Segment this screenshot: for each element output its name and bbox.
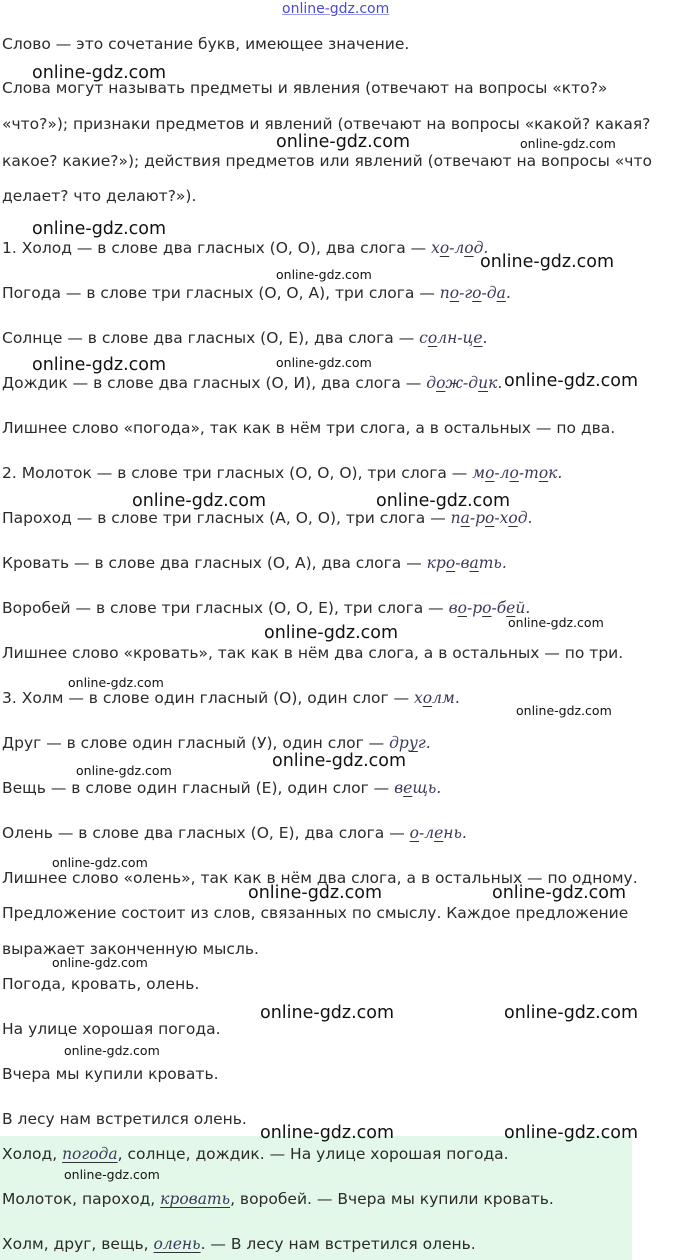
- watermark: online-gdz.com: [276, 132, 411, 152]
- watermark: online-gdz.com: [132, 491, 267, 511]
- answer-line-3: Холм, друг, вещь, олень. — В лесу нам встретился олень.: [2, 1235, 476, 1253]
- watermark: online-gdz.com: [492, 883, 627, 903]
- watermark: online-gdz.com: [376, 491, 511, 511]
- watermark: online-gdz.com: [248, 883, 383, 903]
- word-analysis-holod: 1. Холод — в слове два гласных (О, О), два слога — хо-лод.: [2, 239, 489, 257]
- watermark: online-gdz.com: [52, 855, 148, 870]
- intro-line-2: Слова могут называть предметы и явления (отвечают на вопросы «кто?»: [2, 79, 608, 97]
- watermark: online-gdz.com: [32, 219, 167, 239]
- extra-words-list: Погода, кровать, олень.: [2, 975, 200, 993]
- word-analysis-dozhdik: Дождик — в слове два гласных (О, И), два слога — дож-дик.: [2, 374, 503, 392]
- watermark: online-gdz.com: [76, 763, 172, 778]
- word-analysis-solnce: Солнце — в слове два гласных (О, Е), два слога — солн-це.: [2, 329, 488, 347]
- watermark: online-gdz.com: [260, 1003, 395, 1023]
- watermark: online-gdz.com: [520, 136, 616, 151]
- watermark: online-gdz.com: [264, 623, 399, 643]
- intro-line-5: делает? что делают?»).: [2, 187, 197, 205]
- watermark: online-gdz.com: [64, 1167, 160, 1182]
- site-watermark-top[interactable]: online-gdz.com: [282, 1, 390, 17]
- watermark: online-gdz.com: [504, 1123, 639, 1143]
- word-analysis-vorobey: Воробей — в слове три гласных (О, О, Е), три слога — во-ро-бей.: [2, 599, 531, 617]
- watermark: online-gdz.com: [64, 1043, 160, 1058]
- watermark: online-gdz.com: [276, 355, 372, 370]
- word-analysis-parohod: Пароход — в слове три гласных (А, О, О), три слога — па-ро-ход.: [2, 509, 533, 527]
- extra-word-group-1: Лишнее слово «погода», так как в нём три слога, а в остальных — по два.: [2, 419, 616, 437]
- watermark: online-gdz.com: [52, 955, 148, 970]
- watermark: online-gdz.com: [276, 267, 372, 282]
- sentence-definition-1: Предложение состоит из слов, связанных по смыслу. Каждое предложение: [2, 904, 629, 922]
- word-analysis-olen: Олень — в слове два гласных (О, Е), два слога — о-лень.: [2, 824, 467, 842]
- watermark: online-gdz.com: [68, 675, 164, 690]
- answer-line-2: Молоток, пароход, кровать, воробей. — Вчера мы купили кровать.: [2, 1190, 554, 1208]
- word-analysis-pogoda: Погода — в слове три гласных (О, О, А), три слога — по-го-да.: [2, 284, 511, 302]
- sentence-definition-2: выражает законченную мысль.: [2, 940, 259, 958]
- watermark: online-gdz.com: [260, 1123, 395, 1143]
- watermark: online-gdz.com: [272, 751, 407, 771]
- word-analysis-drug: Друг — в слове один гласный (У), один слог — друг.: [2, 734, 431, 752]
- intro-definition: Слово — это сочетание букв, имеющее значение.: [2, 35, 410, 53]
- word-analysis-krovat: Кровать — в слове два гласных (О, А), два слога — кро-вать.: [2, 554, 507, 572]
- watermark: online-gdz.com: [32, 355, 167, 375]
- watermark: online-gdz.com: [516, 703, 612, 718]
- extra-word-group-2: Лишнее слово «кровать», так как в нём два слога, а в остальных — по три.: [2, 644, 624, 662]
- word-analysis-vesch: Вещь — в слове один гласный (Е), один слог — вещь.: [2, 779, 442, 797]
- example-sentence-1: На улице хорошая погода.: [2, 1020, 221, 1038]
- word-analysis-molotok: 2. Молоток — в слове три гласных (О, О, О), три слога — мо-ло-ток.: [2, 464, 563, 482]
- watermark: online-gdz.com: [32, 63, 167, 83]
- word-analysis-holm: 3. Холм — в слове один гласный (О), один слог — холм.: [2, 689, 460, 707]
- watermark: online-gdz.com: [504, 371, 639, 391]
- answer-line-1: Холод, погода, солнце, дождик. — На улице хорошая погода.: [2, 1145, 509, 1163]
- example-sentence-2: Вчера мы купили кровать.: [2, 1065, 219, 1083]
- watermark: online-gdz.com: [480, 252, 615, 272]
- extra-word-group-3: Лишнее слово «олень», так как в нём два слога, а в остальных — по одному.: [2, 869, 638, 887]
- watermark: online-gdz.com: [504, 1003, 639, 1023]
- watermark: online-gdz.com: [508, 615, 604, 630]
- example-sentence-3: В лесу нам встретился олень.: [2, 1110, 247, 1128]
- intro-line-4: какое? какие?»); действия предметов или явлений (отвечают на вопросы «что: [2, 152, 652, 170]
- intro-line-3: «что?»); признаки предметов и явлений (отвечают на вопросы «какой? какая?: [2, 115, 651, 133]
